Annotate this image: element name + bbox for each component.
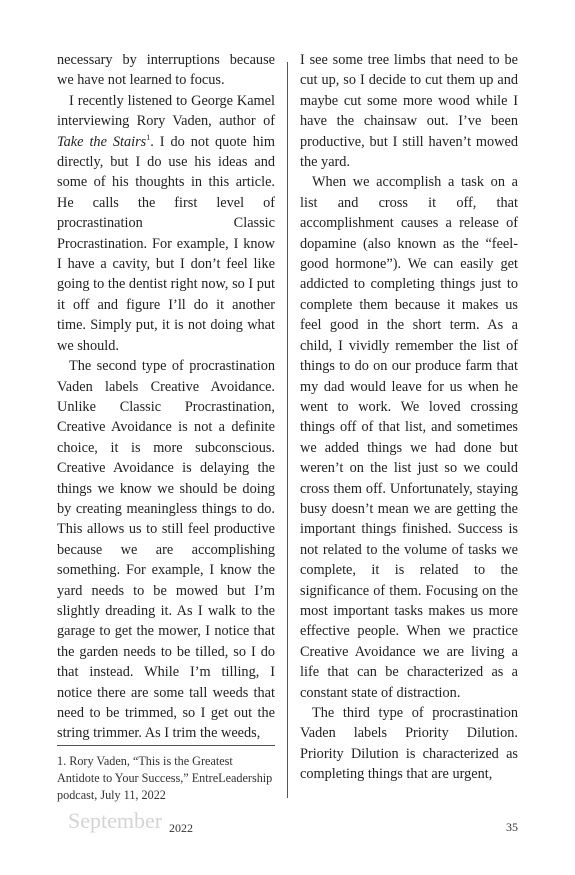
footnote: 1. Rory Vaden, “This is the Greatest Antidote to Your Success,” EntreLeadership podcast, July 11, 2022 [57,754,273,803]
footnote-ref: 1 [146,132,151,142]
left-column [57,50,275,744]
paragraph-text: . I do not quote him directly, but I do use his ideas and some of his thoughts in this article. He calls the first level of procrastination Classic Procrastination. For example, I know I have a cavity, but I don’t feel like going to the dentist right now, so I put it off and figure I’ll do it another time. Simply put, it is not doing what we should. [57,133,275,354]
column-divider [287,62,288,798]
paragraph: When we accomplish a task on a list and cross it off, that accomplishment causes a release of dopamine (also known as the “feel-good hormone”). We can easily get addicted to completing things just to complete them because it makes us feel good in the short term. As a child, I vividly remember the list of things to do on our produce farm that my dad would leave for us when he went to work. We loved crossing things off of that list, and sometimes we added things we had done but weren’t on the list just so we could cross them off. Unfortunately, staying busy doesn’t mean we are getting the important things finished. Success is not related to the volume of tasks we complete, it is related to the significance of them. Focusing on the most important tasks makes us more effective people. When we practice Creative Avoidance we are living a life that can be characterized as a constant state of distraction. [300,174,518,701]
paragraph [57,91,275,356]
paragraph: The second type of procrastination Vaden labels Creative Avoidance. Unlike Classic Procrastination, Creative Avoidance is not a definite choice, it is more subconscious. Creative Avoidance is delaying the things we know we should be doing by creating meaningless things to do. This allows us to still feel productive because we are accomplishing something. For example, I know the yard needs to be mowed but I’m slightly dreading it. As I walk to the garage to get the mower, I notice that the garden needs to be tilled, so I do that instead. While I’m tilling, I notice there are some tall weeds that need to be trimmed, so I get out the string trimmer. As I trim the weeds, [57,358,275,742]
paragraph: necessary by interruptions because we have not learned to focus. [57,52,275,89]
footnote-rule [57,745,275,746]
paragraph-text: I recently listened to George Kamel interviewing Rory Vaden, author of [57,92,275,130]
paragraph: The third type of procrastination Vaden labels Priority Dilution. Priority Dilution is characterized as completing things that are urgent, [300,705,518,783]
page-number: 35 [506,820,518,834]
footer-year: 2022 [169,821,193,835]
book-title: Take the Stairs [57,133,147,150]
right-column [300,50,518,785]
paragraph: I see some tree limbs that need to be cut up, so I decide to cut them up and maybe cut some more wood while I have the chainsaw out. I’ve been productive, but I still haven’t mowed the yard. [300,52,518,171]
footer-month: September [68,808,163,833]
